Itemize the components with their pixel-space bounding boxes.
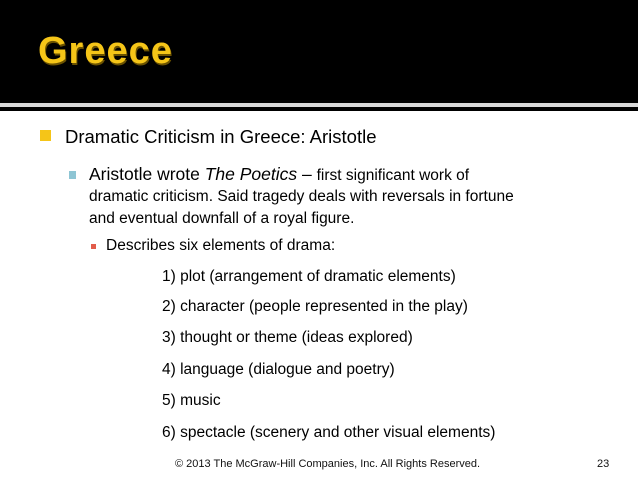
level2-prefix: Aristotle wrote [89, 164, 205, 184]
drama-element-item: 4) language (dialogue and poetry) [162, 361, 395, 378]
square-bullet-icon [69, 171, 76, 179]
drama-element-item: 2) character (people represented in the play) [162, 298, 468, 315]
level2-bullet-text [89, 164, 469, 185]
page-number: 23 [597, 458, 610, 470]
drama-element-item: 3) thought or theme (ideas explored) [162, 329, 413, 346]
level2-continuation-line: dramatic criticism. Said tragedy deals with reversals in fortune [89, 188, 514, 205]
drama-element-item: 1) plot (arrangement of dramatic elements) [162, 268, 456, 285]
book-title: The Poetics [204, 164, 298, 184]
level2-continuation-line: and eventual downfall of a royal figure. [89, 210, 355, 227]
level1-bullet-text: Dramatic Criticism in Greece: Aristotle [65, 126, 377, 147]
slide-header [0, 0, 638, 111]
copyright-footer: © 2013 The McGraw-Hill Companies, Inc. All Rights Reserved. [175, 458, 481, 470]
header-divider [0, 103, 638, 107]
square-bullet-icon [40, 130, 51, 141]
drama-element-item: 6) spectacle (scenery and other visual elements) [162, 424, 496, 441]
square-bullet-icon [91, 244, 96, 249]
level2-dash: – [297, 164, 317, 184]
slide-title: Greece [38, 30, 173, 72]
drama-element-item: 5) music [162, 392, 221, 409]
level2-suffix: first significant work of [316, 167, 470, 184]
level3-bullet-text: Describes six elements of drama: [106, 237, 336, 254]
